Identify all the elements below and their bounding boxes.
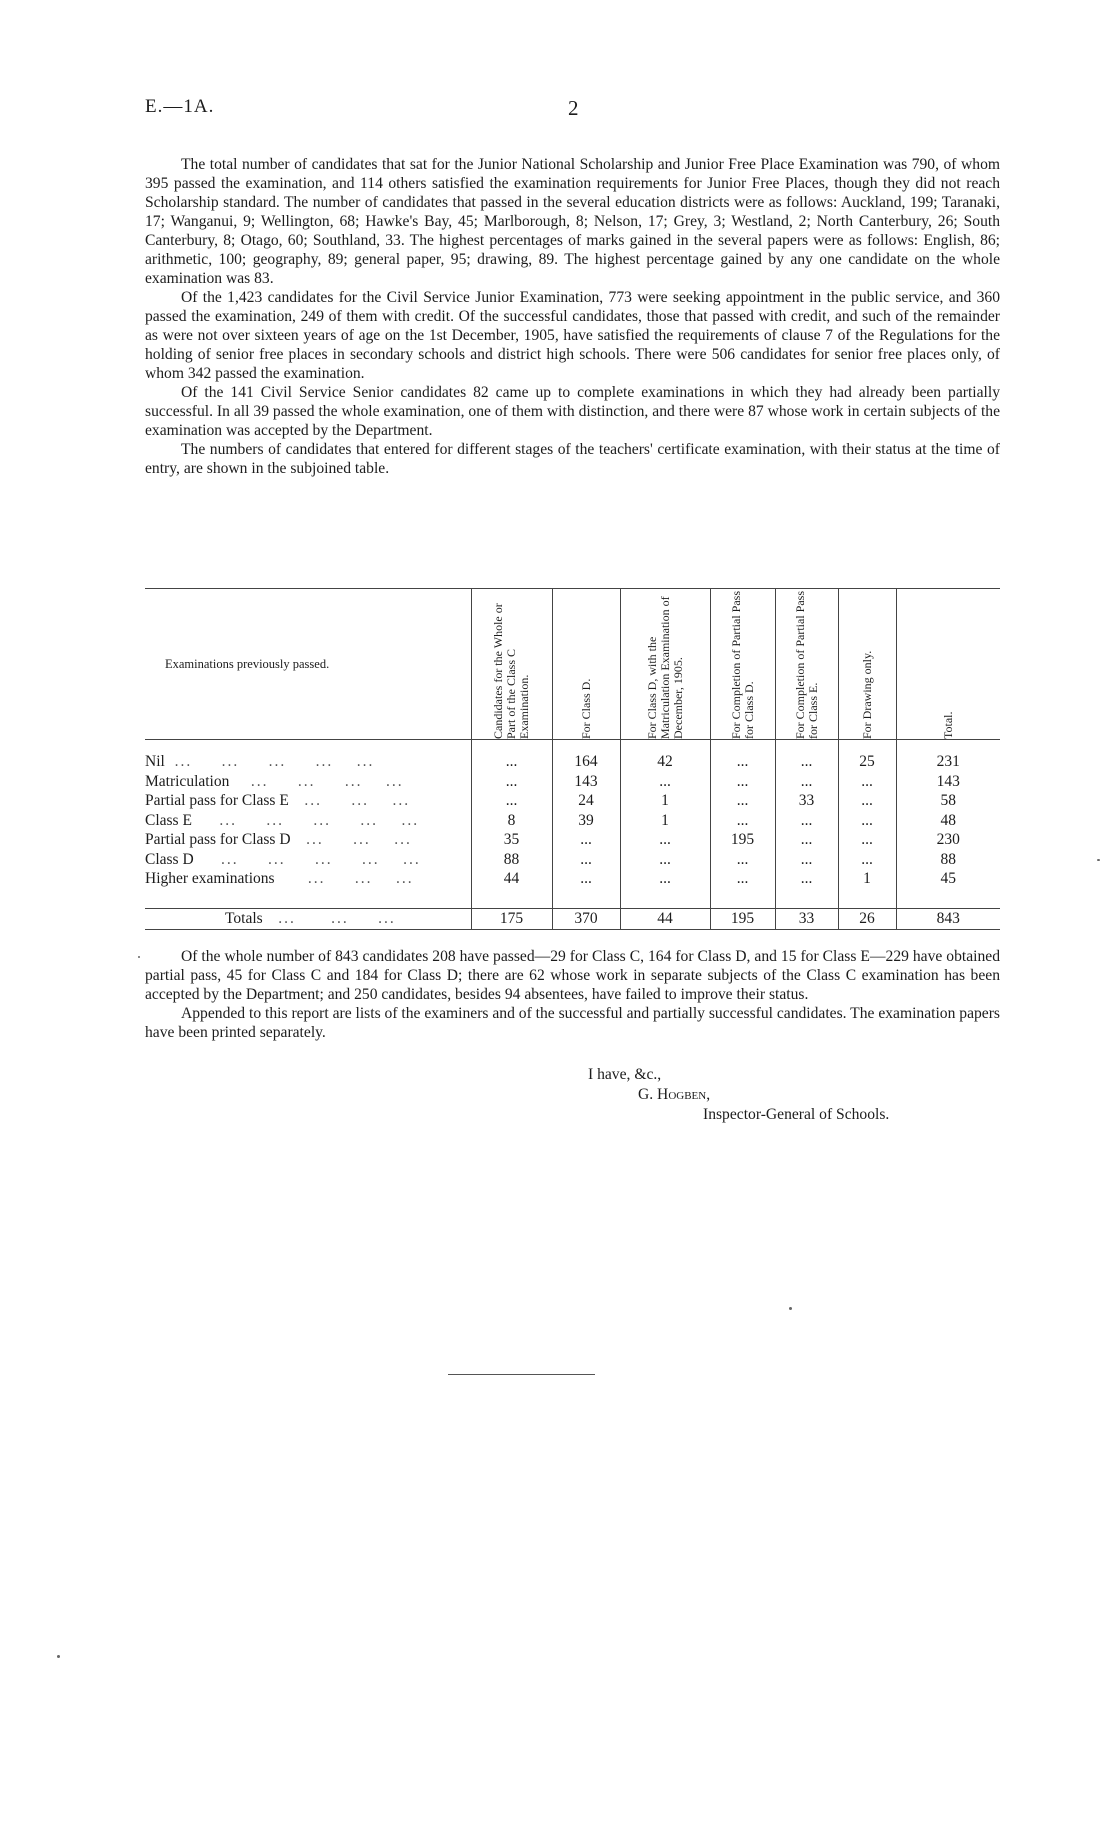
row-label: Matriculation: [145, 772, 230, 790]
paragraph-table-intro: The numbers of candidates that entered for different stages of the teachers' certificate examination, with their status at the time of entry, are shown in the subjoined table.: [145, 441, 1000, 477]
table-cell: ...: [552, 830, 620, 850]
document-reference: E.—1A.: [145, 96, 215, 117]
total-cell: 370: [552, 909, 620, 930]
totals-label: Totals: [225, 910, 263, 927]
column-header-drawing: For Drawing only.: [838, 589, 896, 740]
table-cell: ...: [552, 869, 620, 889]
table-row: Partial pass for Class E ... ... ... ... 24 1 ... 33 ... 58: [145, 791, 1000, 811]
table-cell: 88: [896, 850, 1000, 870]
scan-speck: [1097, 859, 1100, 861]
table-row: Nil ... ... ... ... ... ... 164 42 ... ... 25 231: [145, 740, 1000, 772]
column-header-class-d: For Class D.: [552, 589, 620, 740]
signature-name: G. Hogben,: [638, 1086, 711, 1103]
teachers-certificate-table: [145, 588, 1000, 930]
paragraph-civil-service-junior: Of the 1,423 candidates for the Civil Service Junior Examination, 773 were seeking appointment in the public service, and 360 passed the examination, 249 of them with credit. Of the successful candidates, those that passed with credit, and such of the remainder as were not over sixteen years of age on the 1st December, 1905, have satisfied the requirements of clause 7 of the Regulations for the holding of senior free places in secondary schools and district high schools. There were 506 candidates for senior free places only, of whom 342 passed the examination.: [145, 289, 1000, 382]
paragraph-junior-scholarship: The total number of candidates that sat for the Junior National Scholarship and Junior Free Place Examination was 790, of whom 395 passed the examination, and 114 others satisfied the examination requirements for Junior Free Places, though they did not reach Scholarship standard. The number of candidates that passed in the several education districts were as follows: Auckland, 199; Taranaki, 17; Wanganui, 9; Wellington, 68; Hawke's Bay, 45; Marlborough, 8; Nelson, 17; Grey, 3; Westland, 2; North Canterbury, 26; South Canterbury, 8; Otago, 60; Southland, 33. The highest percentages of marks gained in the several papers were as follows: English, 86; arithmetic, 100; geography, 89; general paper, 95; drawing, 89. The highest percentage gained by any one candidate on the whole examination was 83.: [145, 156, 1000, 287]
table-cell: 143: [896, 772, 1000, 792]
table-cell: 35: [471, 830, 552, 850]
total-cell: 175: [471, 909, 552, 930]
table-cell: ...: [775, 850, 838, 870]
column-header-class-c: Candidates for the Whole or Part of the Class C Examination.: [471, 589, 552, 740]
row-label: Partial pass for Class D: [145, 831, 291, 848]
page-header: [0, 96, 1114, 126]
table-row: Matriculation ... ... ... ... ... 143 ... ... ... ... 143: [145, 772, 1000, 792]
table-cell: 1: [620, 791, 710, 811]
end-rule: [448, 1374, 595, 1375]
table-cell: 24: [552, 791, 620, 811]
table-cell: 45: [896, 869, 1000, 889]
signature-salutation: I have, &c.,: [588, 1066, 662, 1083]
table-cell: ...: [710, 791, 775, 811]
table-cell: ...: [775, 772, 838, 792]
table-cell: 88: [471, 850, 552, 870]
table-cell: ...: [620, 869, 710, 889]
scan-speck: [789, 1307, 792, 1310]
closing-text: [145, 947, 1000, 1042]
total-cell: 44: [620, 909, 710, 930]
table-cell: ...: [838, 772, 896, 792]
row-label: Higher examinations: [145, 870, 275, 887]
total-cell: 195: [710, 909, 775, 930]
table-cell: ...: [620, 772, 710, 792]
scan-speck: [138, 956, 140, 958]
table-cell: 25: [838, 740, 896, 772]
total-cell: 843: [896, 909, 1000, 930]
table-cell: ...: [552, 850, 620, 870]
table-cell: ...: [710, 811, 775, 831]
signature-title: Inspector-General of Schools.: [703, 1106, 890, 1123]
table-cell: ...: [775, 740, 838, 772]
paragraph-results-summary: Of the whole number of 843 candidates 208 have passed—29 for Class C, 164 for Class D, and 15 for Class E—229 have obtained partial pass, 45 for Class C and 184 for Class D; there are 62 whose work in separate subjects of the Class C examination has been accepted by the Department; and 250 candidates, besides 94 absentees, have failed to improve their status.: [145, 948, 1000, 1003]
table-cell: 42: [620, 740, 710, 772]
total-cell: 33: [775, 909, 838, 930]
column-header-partial-d: For Completion of Partial Pass for Class D.: [710, 589, 775, 740]
row-label: Partial pass for Class E: [145, 792, 289, 809]
row-label: Nil: [145, 753, 165, 770]
totals-row: Totals ... ... ... 175 370 44 195 33 26 843: [145, 909, 1000, 930]
table-cell: 1: [838, 869, 896, 889]
table-cell: 39: [552, 811, 620, 831]
table-cell: 164: [552, 740, 620, 772]
table-cell: ...: [710, 850, 775, 870]
table-cell: ...: [710, 772, 775, 792]
report-body: [145, 155, 1000, 478]
table-cell: 58: [896, 791, 1000, 811]
column-header-total: Total.: [896, 589, 1000, 740]
table-row: Higher examinations ... ... ... 44 ... ... ... ... 1 45: [145, 869, 1000, 889]
table-cell: ...: [838, 830, 896, 850]
table-cell: ...: [775, 869, 838, 889]
scan-speck: [57, 1655, 60, 1658]
column-header-exams-passed: Examinations previously passed.: [145, 589, 471, 740]
table-cell: 44: [471, 869, 552, 889]
table-cell: ...: [620, 830, 710, 850]
table-cell: ...: [838, 850, 896, 870]
paragraph-appendix-note: Appended to this report are lists of the examiners and of the successful and partially successful candidates. The examination papers have been printed separately.: [145, 1005, 1000, 1041]
paragraph-civil-service-senior: Of the 141 Civil Service Senior candidates 82 came up to complete examinations in which they had already been partially successful. In all 39 passed the whole examination, one of them with distinction, and there were 87 whose work in certain subjects of the examination was accepted by the Department.: [145, 384, 1000, 439]
table-cell: 195: [710, 830, 775, 850]
table-row: Partial pass for Class D ... ... ... 35 ... ... 195 ... ... 230: [145, 830, 1000, 850]
table-cell: 33: [775, 791, 838, 811]
table-cell: ...: [838, 811, 896, 831]
table-cell: 143: [552, 772, 620, 792]
column-header-partial-e: For Completion of Partial Pass for Class E.: [775, 589, 838, 740]
table-cell: 230: [896, 830, 1000, 850]
table-row: Class E ... ... ... ... ... 8 39 1 ... ... ... 48: [145, 811, 1000, 831]
table-cell: ...: [471, 772, 552, 792]
table-cell: ...: [710, 740, 775, 772]
table-cell: ...: [775, 830, 838, 850]
table-row: Class D ... ... ... ... ... 88 ... ... ... ... ... 88: [145, 850, 1000, 870]
table-cell: ...: [710, 869, 775, 889]
table-cell: 231: [896, 740, 1000, 772]
total-cell: 26: [838, 909, 896, 930]
table-cell: ...: [471, 791, 552, 811]
row-label: Class E: [145, 811, 192, 829]
table-cell: 8: [471, 811, 552, 831]
table-cell: ...: [838, 791, 896, 811]
table-cell: ...: [471, 740, 552, 772]
column-header-class-d-matric: For Class D, with the Matriculation Examination of December, 1905.: [620, 589, 710, 740]
page-number: 2: [568, 96, 579, 120]
table-cell: ...: [620, 850, 710, 870]
table-cell: 48: [896, 811, 1000, 831]
row-label: Class D: [145, 850, 194, 868]
table-cell: ...: [775, 811, 838, 831]
table-cell: 1: [620, 811, 710, 831]
